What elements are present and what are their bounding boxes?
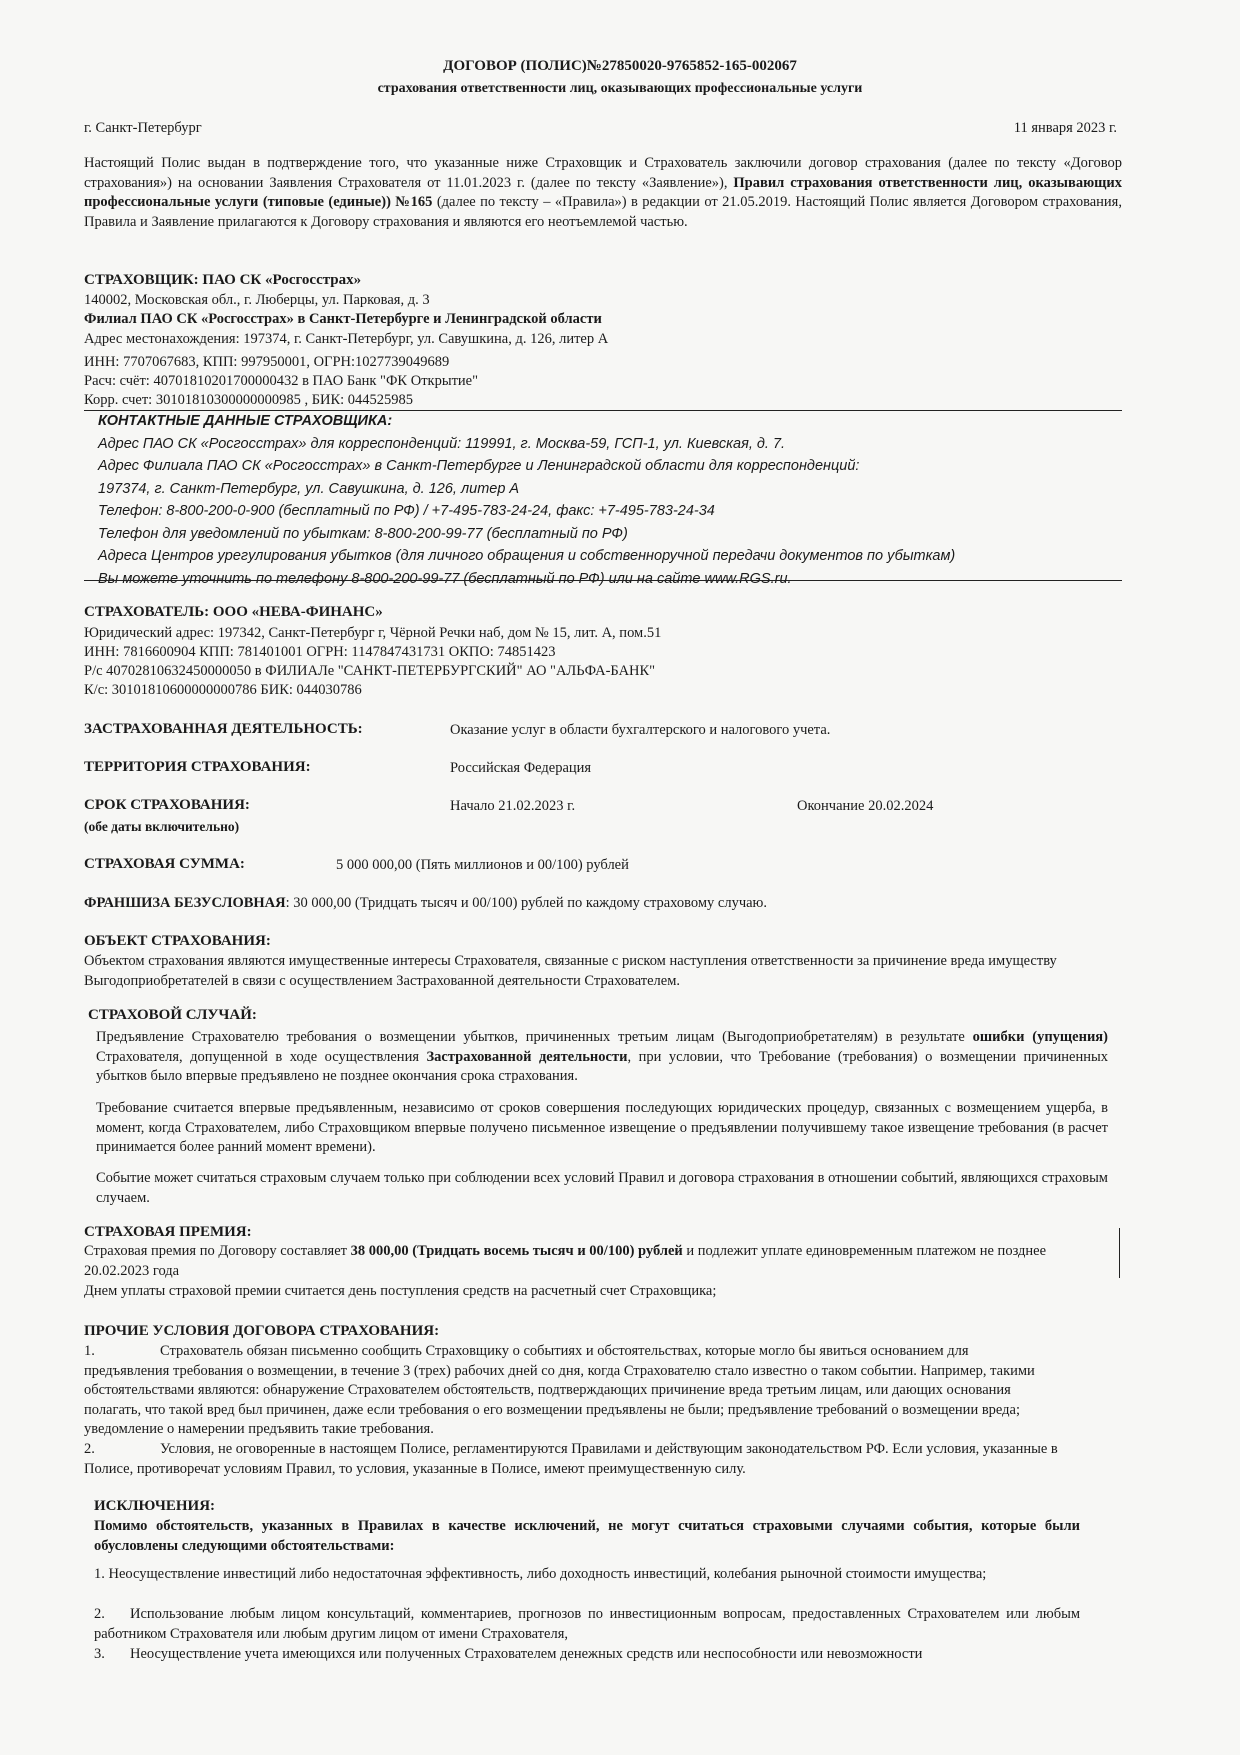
contact-line: Вы можете уточнить по телефону 8-800-200-99-77 (бесплатный по РФ) или на сайте www.RGS.ru. [98, 570, 792, 587]
exclusion-text: Неосуществление учета имеющихся или полученных Страхователем денежных средств или неспособности или невозможности [130, 1646, 923, 1662]
other-item-text: Страхователь обязан письменно сообщить Страховщику о событиях и обстоятельствах, которые могло бы явиться основанием для предъявления требования о возмещении, в течение 3 (трех) рабочих дней со дня, когда Страхователю стало известно о таком событии. Например, такими обстоятельствами являются: обнаружение Страхователем обстоятельств, подтверждающих причинение вреда третьим лицам, или дающих основания полагать, что такой вред был причинен, даже если требования о его возмещении предъявлены не были; предъявление требований о возмещении вреда; уведомление о намерении предъявить такие требования. [84, 1343, 1035, 1437]
exclusions-intro: Помимо обстоятельств, указанных в Правилах в качестве исключений, не могут считаться страховыми случаями события, которые были обусловлены следующими обстоятельствами: [94, 1518, 1080, 1554]
activity-value: Оказание услуг в области бухгалтерского и налогового учета. [450, 722, 831, 738]
insurer-account: Расч: счёт: 40701810201700000432 в ПАО Банк "ФК Открытие" [84, 373, 479, 389]
premium-text: Страховая премия по Договору составляет [84, 1243, 351, 1259]
policyholder-heading: СТРАХОВАТЕЛЬ: ООО «НЕВА-ФИНАНС» [84, 604, 383, 620]
exclusion-text: Использование любым лицом консультаций, комментариев, прогнозов по инвестиционным вопросам, предоставленных Страхователем или любым работником Страхователя или любым другим лицом от имени Страхователя, [94, 1606, 1080, 1642]
contact-line: Адрес ПАО СК «Росгосстрах» для корреспонденций: 119991, г. Москва-59, ГСП-1, ул. Киевская, д. 7. [98, 435, 786, 452]
insurer-branch: Филиал ПАО СК «Росгосстрах» в Санкт-Петербурге и Ленинградской области [84, 311, 602, 327]
object-text: Объектом страхования являются имущественные интересы Страхователя, связанные с риском наступления ответственности за причинение вреда имуществу Выгодоприобретателей в связи с осуществлением Застрахованной деятельности Страхователем. [84, 953, 1057, 989]
item-number: 3. [94, 1646, 105, 1662]
premium-paragraph [84, 1242, 1064, 1281]
activity-label: ЗАСТРАХОВАННАЯ ДЕЯТЕЛЬНОСТЬ: [84, 721, 363, 737]
contact-line: 197374, г. Санкт-Петербург, ул. Савушкина, д. 126, литер А [98, 480, 520, 497]
contact-line: Адрес Филиала ПАО СК «Росгосстрах» в Санкт-Петербурге и Ленинградской области для корреспонденций: [98, 458, 860, 474]
period-start: Начало 21.02.2023 г. [450, 798, 576, 814]
item-number: 2. [84, 1441, 95, 1457]
margin-mark [1119, 1228, 1120, 1278]
premium-payment-day: Днем уплаты страховой премии считается день поступления средств на расчетный счет Страховщика; [84, 1283, 717, 1299]
sum-value: 5 000 000,00 (Пять миллионов и 00/100) рублей [336, 857, 629, 873]
policyholder-line: Юридический адрес: 197342, Санкт-Петербург г, Чёрной Речки наб, дом № 15, лит. А, пом.51 [84, 625, 662, 641]
event-text-bold: Застрахованной деятельности [426, 1048, 628, 1065]
event-paragraph-2: Требование считается впервые предъявленным, независимо от сроков совершения последующих юридических процедур, связанных с возмещением ущерба, в момент, когда Страхователем, либо Страховщиком впервые получено письменное извещение о предъявлении получившему такое извещение требования (в расчет принимается более ранний момент времени). [96, 1100, 1108, 1155]
deductible-label: ФРАНШИЗА БЕЗУСЛОВНАЯ [84, 895, 286, 911]
insurer-corr-account: Корр. счет: 30101810300000000985 , БИК: 044525985 [84, 392, 414, 408]
contacts-bottom-divider [84, 580, 1122, 581]
insurer-address: 140002, Московская обл., г. Люберцы, ул. Парковая, д. 3 [84, 292, 430, 308]
premium-text: и подлежит уплате единовременным платежом не позднее 20.02.2023 года [84, 1243, 1047, 1279]
event-text: Предъявление Страхователю требования о возмещении убытков, причиненных третьим лицам (Выгодоприобретателям) в результате [96, 1029, 973, 1045]
event-paragraph-3: Событие может считаться страховым случаем только при соблюдении всех условий Правил и договора страхования в отношении событий, являющихся страховым случаем. [96, 1170, 1108, 1206]
policyholder-line: ИНН: 7816600904 КПП: 781401001 ОГРН: 1147847431731 ОКПО: 74851423 [84, 644, 556, 660]
other-item-text: Условия, не оговоренные в настоящем Полисе, регламентируются Правилами и действующим законодательством РФ. Если условия, указанные в Полисе, противоречат условиям Правил, то условия, указанные в Полисе, имеют преимущественную силу. [84, 1441, 1058, 1477]
period-label: СРОК СТРАХОВАНИЯ: [84, 797, 250, 813]
contact-line: Адреса Центров урегулирования убытков (для личного обращения и собственноручной передачи документов по убыткам) [98, 548, 956, 564]
contacts-heading: КОНТАКТНЫЕ ДАННЫЕ СТРАХОВЩИКА: [98, 413, 393, 429]
policyholder-line: К/с: 30101810600000000786 БИК: 044030786 [84, 682, 362, 698]
object-heading: ОБЪЕКТ СТРАХОВАНИЯ: [84, 933, 271, 949]
policyholder-line: Р/с 40702810632450000050 в ФИЛИАЛе "САНКТ-ПЕТЕРБУРГСКИЙ" АО "АЛЬФА-БАНК" [84, 663, 656, 679]
exclusion-item-2 [94, 1605, 1080, 1644]
issue-date: 11 января 2023 г. [1013, 120, 1117, 136]
premium-heading: СТРАХОВАЯ ПРЕМИЯ: [84, 1224, 252, 1240]
event-text-bold: ошибки (упущения) [972, 1029, 1108, 1045]
insurer-location: Адрес местонахождения: 197374, г. Санкт-Петербург, ул. Савушкина, д. 126, литер А [84, 331, 609, 347]
deductible-row [84, 894, 767, 914]
intro-text-2: (далее по тексту – «Правила») в редакции от 21.05.2019. Настоящий Полис является Договором страхования, Правила и Заявление прилагаются к Договору страхования и являются его неотъемлемой частью. [84, 194, 1122, 230]
deductible-value: : 30 000,00 (Тридцать тысяч и 00/100) рублей по каждому страховому случаю. [285, 895, 768, 911]
city: г. Санкт-Петербург [84, 120, 202, 136]
intro-paragraph [84, 154, 1122, 232]
period-note: (обе даты включительно) [84, 819, 240, 834]
contact-line: Телефон для уведомлений по убыткам: 8-800-200-99-77 (бесплатный по РФ) [98, 525, 628, 542]
intro-text-1: Настоящий Полис выдан в подтверждение того, что указанные ниже Страховщик и Страхователь заключили договор страхования (далее по тексту «Договор страхования») на основании Заявления Страхователя от 11.01.2023 г. (далее по тексту «Заявление»), [84, 155, 1122, 191]
event-text: Страхователя, допущенной в ходе осуществления [96, 1048, 427, 1065]
item-number: 1. [84, 1343, 95, 1359]
other-item-2 [84, 1440, 1074, 1479]
intro-rules-ref: Правил страхования ответственности лиц, оказывающих профессиональные услуги (типовые (единые)) №165 [84, 174, 1122, 210]
sum-label: СТРАХОВАЯ СУММА: [84, 856, 245, 872]
exclusion-item-3 [94, 1645, 1080, 1665]
event-heading: СТРАХОВОЙ СЛУЧАЙ: [88, 1007, 257, 1023]
document-title: ДОГОВОР (ПОЛИС)№27850020-9765852-165-002067 [443, 58, 797, 74]
premium-amount: 38 000,00 (Тридцать восемь тысяч и 00/100) рублей [350, 1243, 683, 1259]
other-item-1 [84, 1342, 1050, 1440]
exclusions-heading: ИСКЛЮЧЕНИЯ: [94, 1498, 216, 1514]
document-subtitle: страхования ответственности лиц, оказывающих профессиональные услуги [377, 81, 863, 96]
territory-value: Российская Федерация [450, 760, 592, 776]
contact-line: Телефон: 8-800-200-0-900 (бесплатный по РФ) / +7-495-783-24-24, факс: +7-495-783-24-34 [98, 503, 715, 519]
item-number: 2. [94, 1606, 105, 1622]
territory-label: ТЕРРИТОРИЯ СТРАХОВАНИЯ: [84, 759, 311, 775]
insurer-inn: ИНН: 7707067683, КПП: 997950001, ОГРН:1027739049689 [84, 354, 450, 370]
event-paragraph-1 [96, 1028, 1108, 1087]
other-heading: ПРОЧИЕ УСЛОВИЯ ДОГОВОРА СТРАХОВАНИЯ: [84, 1323, 440, 1339]
insurer-contacts [98, 411, 1118, 589]
event-text: , при условии, что Требование (требования) о возмещении причиненных убытков было впервые предъявлено не позднее окончания срока страхования. [96, 1048, 1108, 1084]
exclusion-item-1: 1. Неосуществление инвестиций либо недостаточная эффективность, либо доходность инвестиций, колебания рыночной стоимости имущества; [94, 1566, 987, 1582]
insurer-heading: СТРАХОВЩИК: ПАО СК «Росгосстрах» [84, 272, 362, 288]
period-end: Окончание 20.02.2024 [797, 798, 934, 814]
